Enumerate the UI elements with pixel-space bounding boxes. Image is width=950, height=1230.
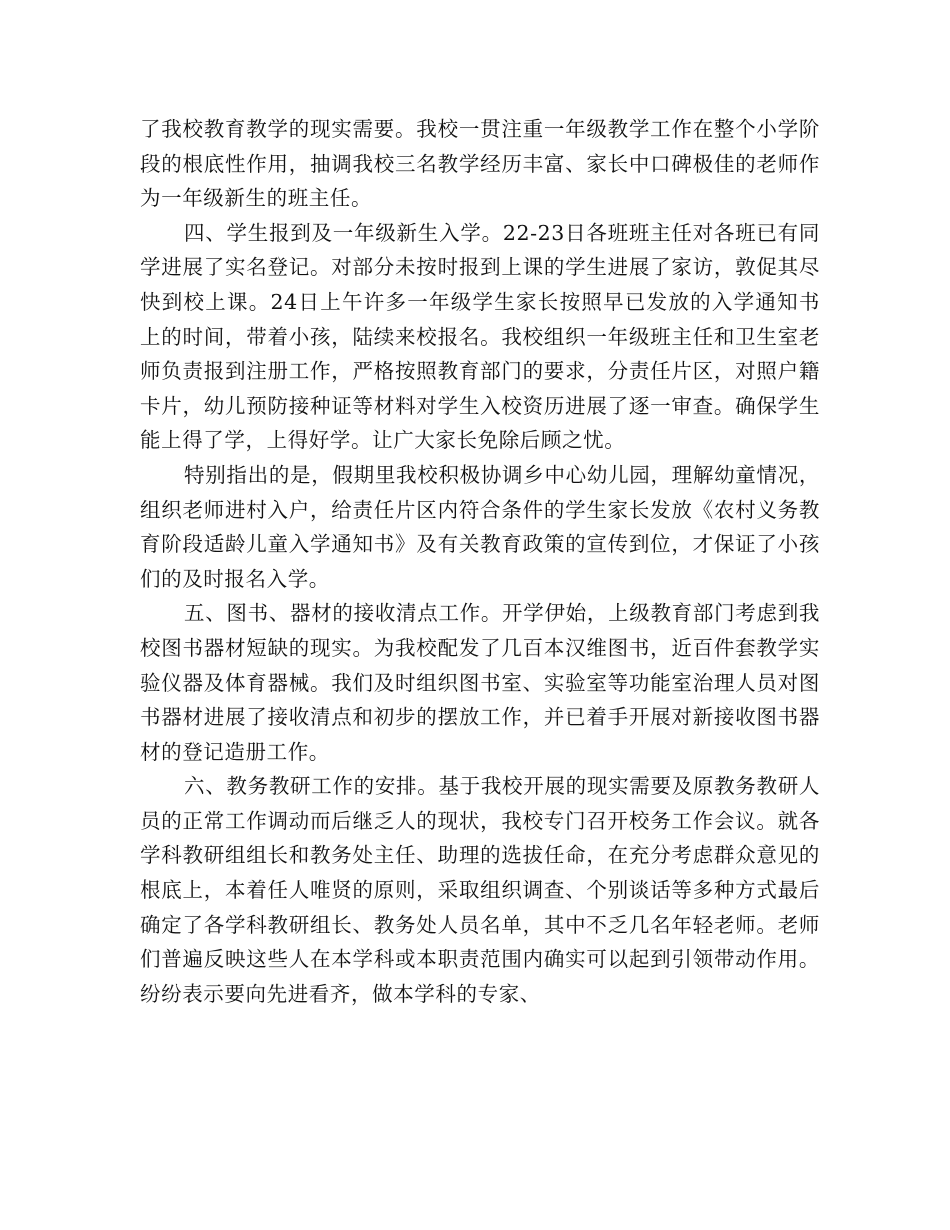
paragraph-1: 了我校教育教学的现实需要。我校一贯注重一年级教学工作在整个小学阶段的根底性作用，抽调我校三名教学经历丰富、家长中口碑极佳的老师作为一年级新生的班主任。	[140, 117, 820, 211]
paragraph-4: 五、图书、器材的接收清点工作。开学伊始，上级教育部门考虑到我校图书器材短缺的现实。为我校配发了几百本汉维图书，近百件套教学实验仪器及体育器械。我们及时组织图书室、实验室等功能室治理人员对图书器材进展了接收清点和初步的摆放工作，并已着手开展对新接收图书器材的登记造册工作。	[140, 601, 820, 764]
paragraph-3: 特别指出的是，假期里我校积极协调乡中心幼儿园，理解幼童情况，组织老师进村入户，给责任片区内符合条件的学生家长发放《农村义务教育阶段适龄儿童入学通知书》及有关教育政策的宣传到位，才保证了小孩们的及时报名入学。	[140, 462, 820, 591]
paragraph-5: 六、教务教研工作的安排。基于我校开展的现实需要及原教务教研人员的正常工作调动而后继乏人的现状，我校专门召开校务工作会议。就各学科教研组组长和教务处主任、助理的选拔任命，在充分考虑群众意见的根底上，本着任人唯贤的原则，采取组织调查、个别谈话等多种方式最后确定了各学科教研组长、教务处人员名单，其中不乏几名年轻老师。老师们普遍反映这些人在本学科或本职责范围内确实可以起到引领带动作用。纷纷表示要向先进看齐，做本学科的专家、	[140, 774, 820, 1006]
paragraph-2: 四、学生报到及一年级新生入学。22-23日各班班主任对各班已有同学进展了实名登记。对部分未按时报到上课的学生进展了家访，敦促其尽快到校上课。24日上午许多一年级学生家长按照早已发放的入学通知书上的时间，带着小孩，陆续来校报名。我校组织一年级班主任和卫生室老师负责报到注册工作，严格按照教育部门的要求，分责任片区，对照户籍卡片，幼儿预防接种证等材料对学生入校资历进展了逐一审查。确保学生能上得了学，上得好学。让广大家长免除后顾之忧。	[140, 220, 820, 453]
document-page	[140, 112, 820, 1011]
